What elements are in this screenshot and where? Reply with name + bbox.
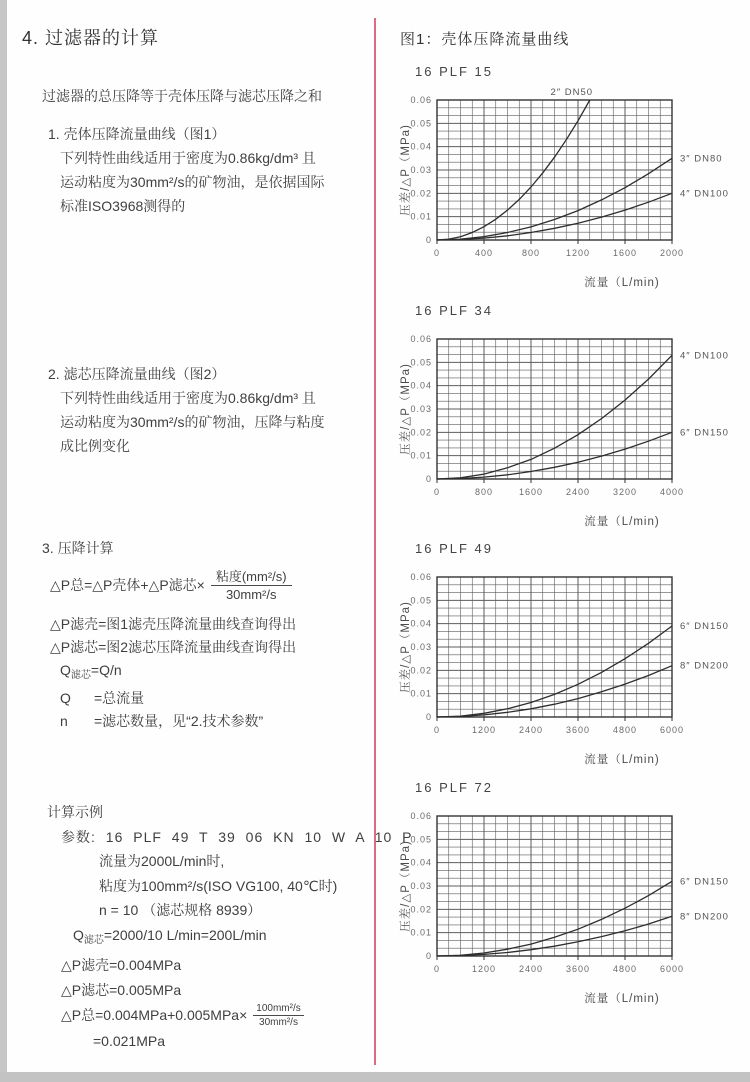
svg-text:0.03: 0.03 bbox=[410, 404, 432, 414]
svg-text:0.04: 0.04 bbox=[410, 618, 432, 629]
svg-text:0.02: 0.02 bbox=[410, 427, 432, 438]
svg-text:2400: 2400 bbox=[518, 725, 544, 735]
svg-text:2400: 2400 bbox=[518, 964, 544, 974]
svg-text:1200: 1200 bbox=[471, 725, 497, 735]
example-dp-housing: △P滤壳=0.004MPa bbox=[61, 957, 182, 973]
svg-text:0.02: 0.02 bbox=[410, 188, 432, 199]
example-line: 粘度为100mm²/s(ISO VG100, 40℃时) bbox=[99, 877, 338, 894]
example-dp-element: △P滤芯=0.005MPa bbox=[61, 981, 182, 998]
chart-title: 16 PLF 34 bbox=[415, 303, 493, 318]
chart-16plf34 bbox=[398, 297, 746, 535]
svg-text:2000: 2000 bbox=[659, 248, 685, 258]
svg-text:1600: 1600 bbox=[612, 248, 638, 258]
svg-text:0.01: 0.01 bbox=[410, 927, 432, 938]
scan-edge-left bbox=[0, 0, 7, 1082]
svg-text:0.05: 0.05 bbox=[410, 118, 432, 129]
svg-text:1200: 1200 bbox=[565, 248, 591, 258]
svg-text:0.06: 0.06 bbox=[410, 334, 432, 344]
q-element-formula: $Q_{滤芯}=Q/n$ bbox=[60, 662, 122, 681]
svg-text:4800: 4800 bbox=[612, 964, 638, 974]
svg-text:0.05: 0.05 bbox=[410, 834, 432, 845]
example-line: 流量为2000L/min时, bbox=[99, 853, 225, 869]
svg-text:800: 800 bbox=[474, 487, 494, 497]
svg-text:6″ DN150: 6″ DN150 bbox=[680, 621, 729, 632]
example-dp-total: △P总=0.004MPa+0.005MPa× $\frac{\text{100mm²/s}}{\text{30mm²/s}}$ bbox=[61, 1002, 413, 1029]
svg-text:1600: 1600 bbox=[518, 487, 544, 497]
svg-text:0.02: 0.02 bbox=[410, 904, 432, 915]
example-q-line: $Q_{滤芯}=2000/10$ L/min=200L/min bbox=[73, 926, 267, 946]
svg-text:6000: 6000 bbox=[659, 725, 685, 735]
svg-text:0: 0 bbox=[425, 712, 432, 722]
svg-text:流量（L/min): 流量（L/min) bbox=[584, 516, 660, 528]
section-1-line: 运动粘度为30mm²/s的矿物油，是依据国际 bbox=[60, 174, 325, 190]
svg-text:流量（L/min): 流量（L/min) bbox=[584, 754, 660, 766]
section-3-line: △P滤壳=图1滤壳压降流量曲线查询得出 bbox=[50, 616, 297, 632]
svg-text:0.01: 0.01 bbox=[410, 211, 432, 222]
svg-text:4800: 4800 bbox=[612, 725, 638, 735]
chart-title: 16 PLF 15 bbox=[415, 64, 493, 79]
section-3-title: 3. 压降计算 bbox=[42, 540, 114, 556]
intro-text: 过滤器的总压降等于壳体压降与滤芯压降之和 bbox=[42, 88, 322, 104]
svg-text:4″ DN100: 4″ DN100 bbox=[680, 188, 729, 200]
example-fraction: $\frac{\text{100mm²/s}}{\text{30mm²/s}}$ bbox=[253, 1002, 303, 1029]
example-parameters: 参数: 16 PLF 49 T 39 06 KN 10 W A 10 P bbox=[61, 828, 413, 845]
svg-text:8″ DN200: 8″ DN200 bbox=[680, 911, 729, 923]
fraction-numerator: 粘度(mm²/s) bbox=[211, 568, 292, 586]
section-3 bbox=[42, 537, 297, 733]
svg-text:6″ DN150: 6″ DN150 bbox=[680, 427, 729, 439]
fraction-denominator: 30mm²/s bbox=[225, 587, 277, 602]
section-2-title: 2. 滤芯压降流量曲线（图2） bbox=[48, 366, 226, 382]
svg-text:0.06: 0.06 bbox=[410, 572, 432, 582]
svg-text:4000: 4000 bbox=[659, 487, 685, 497]
svg-text:0: 0 bbox=[433, 964, 441, 974]
svg-text:3200: 3200 bbox=[612, 487, 638, 497]
section-1 bbox=[48, 122, 325, 218]
svg-text:3600: 3600 bbox=[565, 725, 591, 735]
svg-text:0.04: 0.04 bbox=[410, 857, 432, 868]
svg-text:压差/△P（MPa): 压差/△P（MPa) bbox=[400, 124, 412, 216]
section-1-line: 标准ISO3968测得的 bbox=[60, 198, 186, 214]
svg-text:8″ DN200: 8″ DN200 bbox=[680, 660, 729, 672]
svg-text:流量（L/min): 流量（L/min) bbox=[584, 277, 660, 289]
svg-text:0: 0 bbox=[425, 235, 432, 245]
section-2 bbox=[48, 362, 325, 458]
svg-text:4″ DN100: 4″ DN100 bbox=[680, 350, 729, 362]
figure-heading: 图1：壳体压降流量曲线 bbox=[400, 31, 570, 48]
section-1-title: 1. 壳体压降流量曲线（图1） bbox=[48, 126, 226, 142]
chart-title: 16 PLF 49 bbox=[415, 541, 493, 556]
formula-lhs: △P总=△P壳体+△P滤芯× bbox=[50, 577, 205, 593]
svg-text:0.06: 0.06 bbox=[410, 95, 432, 105]
svg-text:0.04: 0.04 bbox=[410, 141, 432, 152]
svg-text:2400: 2400 bbox=[565, 487, 591, 497]
svg-text:0: 0 bbox=[425, 474, 432, 484]
svg-text:6000: 6000 bbox=[659, 964, 685, 974]
svg-text:0.01: 0.01 bbox=[410, 450, 432, 461]
svg-text:0.02: 0.02 bbox=[410, 665, 432, 676]
section-2-line: 成比例变化 bbox=[60, 438, 130, 454]
section-3-line: △P滤芯=图2滤芯压降流量曲线查询得出 bbox=[50, 639, 297, 655]
viscosity-fraction bbox=[211, 568, 292, 603]
page-title: 4. 过滤器的计算 bbox=[22, 28, 160, 48]
section-2-line: 下列特性曲线适用于密度为0.86kg/dm³ 且 bbox=[60, 390, 316, 406]
section-2-line: 运动粘度为30mm²/s的矿物油，压降与粘度 bbox=[60, 414, 325, 430]
svg-text:0.06: 0.06 bbox=[410, 811, 432, 821]
svg-text:0.03: 0.03 bbox=[410, 881, 432, 891]
example-result: =0.021MPa bbox=[93, 1033, 165, 1049]
chart-16plf49 bbox=[398, 535, 746, 773]
total-pressure-formula bbox=[50, 568, 296, 603]
svg-text:2″ DN50: 2″ DN50 bbox=[550, 88, 594, 98]
svg-text:压差/△P（MPa): 压差/△P（MPa) bbox=[400, 840, 412, 932]
svg-text:3600: 3600 bbox=[565, 964, 591, 974]
example-title: 计算示例 bbox=[47, 804, 103, 820]
svg-text:0.03: 0.03 bbox=[410, 642, 432, 652]
definition-q: Q =总流量 bbox=[60, 690, 145, 706]
svg-text:0.05: 0.05 bbox=[410, 357, 432, 368]
definition-n: n =滤芯数量，见“2.技术参数” bbox=[60, 713, 264, 729]
svg-text:0.01: 0.01 bbox=[410, 688, 432, 699]
chart-16plf15 bbox=[398, 58, 746, 296]
section-1-line: 下列特性曲线适用于密度为0.86kg/dm³ 且 bbox=[60, 150, 316, 166]
svg-text:1200: 1200 bbox=[471, 964, 497, 974]
svg-text:流量（L/min): 流量（L/min) bbox=[584, 993, 660, 1005]
svg-text:0.03: 0.03 bbox=[410, 165, 432, 175]
svg-text:0.04: 0.04 bbox=[410, 380, 432, 391]
svg-text:6″ DN150: 6″ DN150 bbox=[680, 876, 729, 888]
scan-edge-bottom bbox=[0, 1072, 750, 1082]
svg-text:400: 400 bbox=[474, 248, 494, 258]
svg-text:压差/△P（MPa): 压差/△P（MPa) bbox=[400, 601, 412, 693]
chart-title: 16 PLF 72 bbox=[415, 780, 493, 795]
svg-text:800: 800 bbox=[521, 248, 541, 258]
calculation-example bbox=[47, 800, 413, 1054]
svg-text:0: 0 bbox=[433, 487, 441, 497]
chart-16plf72 bbox=[398, 774, 746, 1012]
svg-text:压差/△P（MPa): 压差/△P（MPa) bbox=[400, 363, 412, 455]
svg-text:0: 0 bbox=[425, 951, 432, 961]
svg-text:0: 0 bbox=[433, 725, 441, 735]
svg-text:3″ DN80: 3″ DN80 bbox=[680, 153, 723, 165]
svg-text:0.05: 0.05 bbox=[410, 595, 432, 606]
svg-text:0: 0 bbox=[433, 248, 441, 258]
example-line: n = 10 （滤芯规格 8939） bbox=[99, 902, 262, 918]
